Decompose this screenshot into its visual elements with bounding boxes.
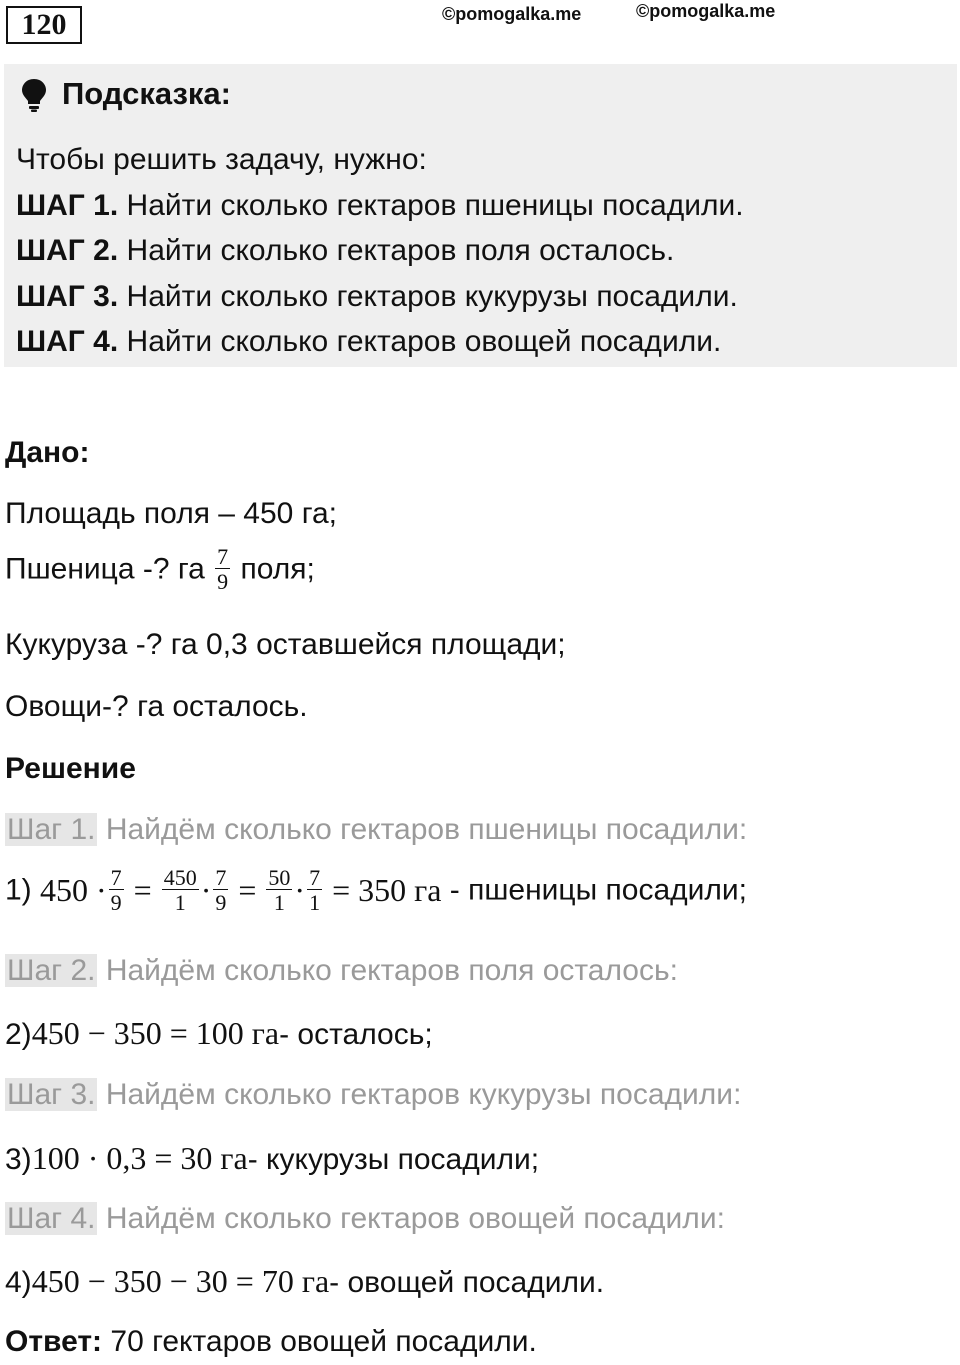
hint-step-label: ШАГ 4. xyxy=(16,325,119,358)
calc-expression: 450 − 350 − 30 = 70 га xyxy=(31,1263,330,1299)
given-wheat-pre: Пшеница -? га xyxy=(5,552,214,586)
fraction xyxy=(162,866,199,915)
watermark: ©pomogalka.me xyxy=(636,1,776,21)
step-text: Найдём сколько гектаров поля осталось: xyxy=(97,954,678,987)
hint-step-text: Найти сколько гектаров овощей посадили. xyxy=(118,325,722,358)
fraction xyxy=(266,866,292,915)
calc-line-1 xyxy=(5,866,747,915)
calc-line-4 xyxy=(5,1263,604,1300)
solution-title: Решение xyxy=(5,752,136,785)
hint-step-2 xyxy=(16,234,674,268)
fraction xyxy=(109,866,124,915)
fraction-denominator: 9 xyxy=(110,890,122,916)
watermark: ©pomogalka.me xyxy=(442,4,582,24)
given-line-area: Площадь поля – 450 га; xyxy=(5,497,337,530)
fraction-numerator: 7 xyxy=(215,865,227,890)
hint-title: Подсказка: xyxy=(62,76,231,111)
hint-step-text: Найти сколько гектаров поля осталось. xyxy=(118,234,675,267)
fraction-denominator: 1 xyxy=(273,890,285,916)
equals-sign: = xyxy=(125,872,160,909)
equals-sign: = xyxy=(230,872,265,909)
fraction-denominator: 9 xyxy=(217,569,229,595)
calc-prefix: 1) xyxy=(5,873,41,907)
fraction-numerator: 7 xyxy=(110,865,122,890)
task-number: 120 xyxy=(6,6,82,44)
fraction-numerator: 7 xyxy=(217,544,229,569)
lightbulb-icon xyxy=(20,78,48,112)
given-line-vegetables: Овощи-? га осталось. xyxy=(5,690,308,723)
fraction xyxy=(307,866,322,915)
step-label: Шаг 3. xyxy=(7,1078,96,1111)
calc-prefix: 3) xyxy=(5,1143,32,1176)
hint-step-label: ШАГ 2. xyxy=(16,234,119,267)
calc-term: 450 · xyxy=(40,872,107,909)
step-label: Шаг 1. xyxy=(7,813,96,846)
step-label: Шаг 2. xyxy=(7,954,96,987)
calc-prefix: 4) xyxy=(5,1266,32,1299)
calc-suffix: - осталось; xyxy=(279,1018,433,1051)
hint-step-1 xyxy=(16,189,744,223)
solution-step-4 xyxy=(5,1202,725,1236)
fraction-numerator: 7 xyxy=(309,865,321,890)
multiply-sign: · xyxy=(294,872,306,909)
answer-label: Ответ: xyxy=(5,1325,103,1358)
solution-step-2 xyxy=(5,954,678,988)
calc-expression: 100 · 0,3 = 30 га xyxy=(31,1140,248,1176)
multiply-sign: · xyxy=(200,872,212,909)
step-text: Найдём сколько гектаров кукурузы посадили: xyxy=(97,1078,742,1111)
calc-suffix: - кукурузы посадили; xyxy=(247,1143,540,1176)
fraction-numerator: 450 xyxy=(163,865,197,890)
fraction xyxy=(213,866,228,915)
hint-step-label: ШАГ 3. xyxy=(16,280,119,313)
hint-step-label: ШАГ 1. xyxy=(16,189,119,222)
calc-expression: 450 − 350 = 100 га xyxy=(31,1015,280,1051)
fraction-numerator: 50 xyxy=(268,865,291,890)
calc-line-2 xyxy=(5,1015,433,1052)
hint-step-3 xyxy=(16,280,738,314)
given-line-wheat xyxy=(5,545,315,594)
calc-suffix: - овощей посадили. xyxy=(329,1266,605,1299)
solution-step-3 xyxy=(5,1078,741,1112)
calc-suffix: - пшеницы посадили; xyxy=(441,873,747,907)
answer-text: 70 гектаров овощей посадили. xyxy=(102,1325,537,1358)
step-text: Найдём сколько гектаров овощей посадили: xyxy=(97,1202,725,1235)
fraction-denominator: 9 xyxy=(215,890,227,916)
step-label: Шаг 4. xyxy=(7,1202,96,1235)
given-wheat-post: поля; xyxy=(232,552,315,586)
given-line-corn: Кукуруза -? га 0,3 оставшейся площади; xyxy=(5,628,566,661)
step-text: Найдём сколько гектаров пшеницы посадили: xyxy=(97,813,748,846)
hint-step-text: Найти сколько гектаров кукурузы посадили. xyxy=(118,280,738,313)
calc-line-3 xyxy=(5,1140,539,1177)
fraction-7-9 xyxy=(215,545,230,594)
solution-step-1 xyxy=(5,813,747,847)
hint-step-4 xyxy=(16,325,721,359)
hint-intro: Чтобы решить задачу, нужно: xyxy=(16,143,427,176)
calc-prefix: 2) xyxy=(5,1018,32,1051)
hint-step-text: Найти сколько гектаров пшеницы посадили. xyxy=(118,189,744,222)
answer-line xyxy=(5,1325,537,1359)
fraction-denominator: 1 xyxy=(174,890,186,916)
calc-result: = 350 га xyxy=(324,872,442,909)
fraction-denominator: 1 xyxy=(309,890,321,916)
given-title: Дано: xyxy=(5,436,90,469)
